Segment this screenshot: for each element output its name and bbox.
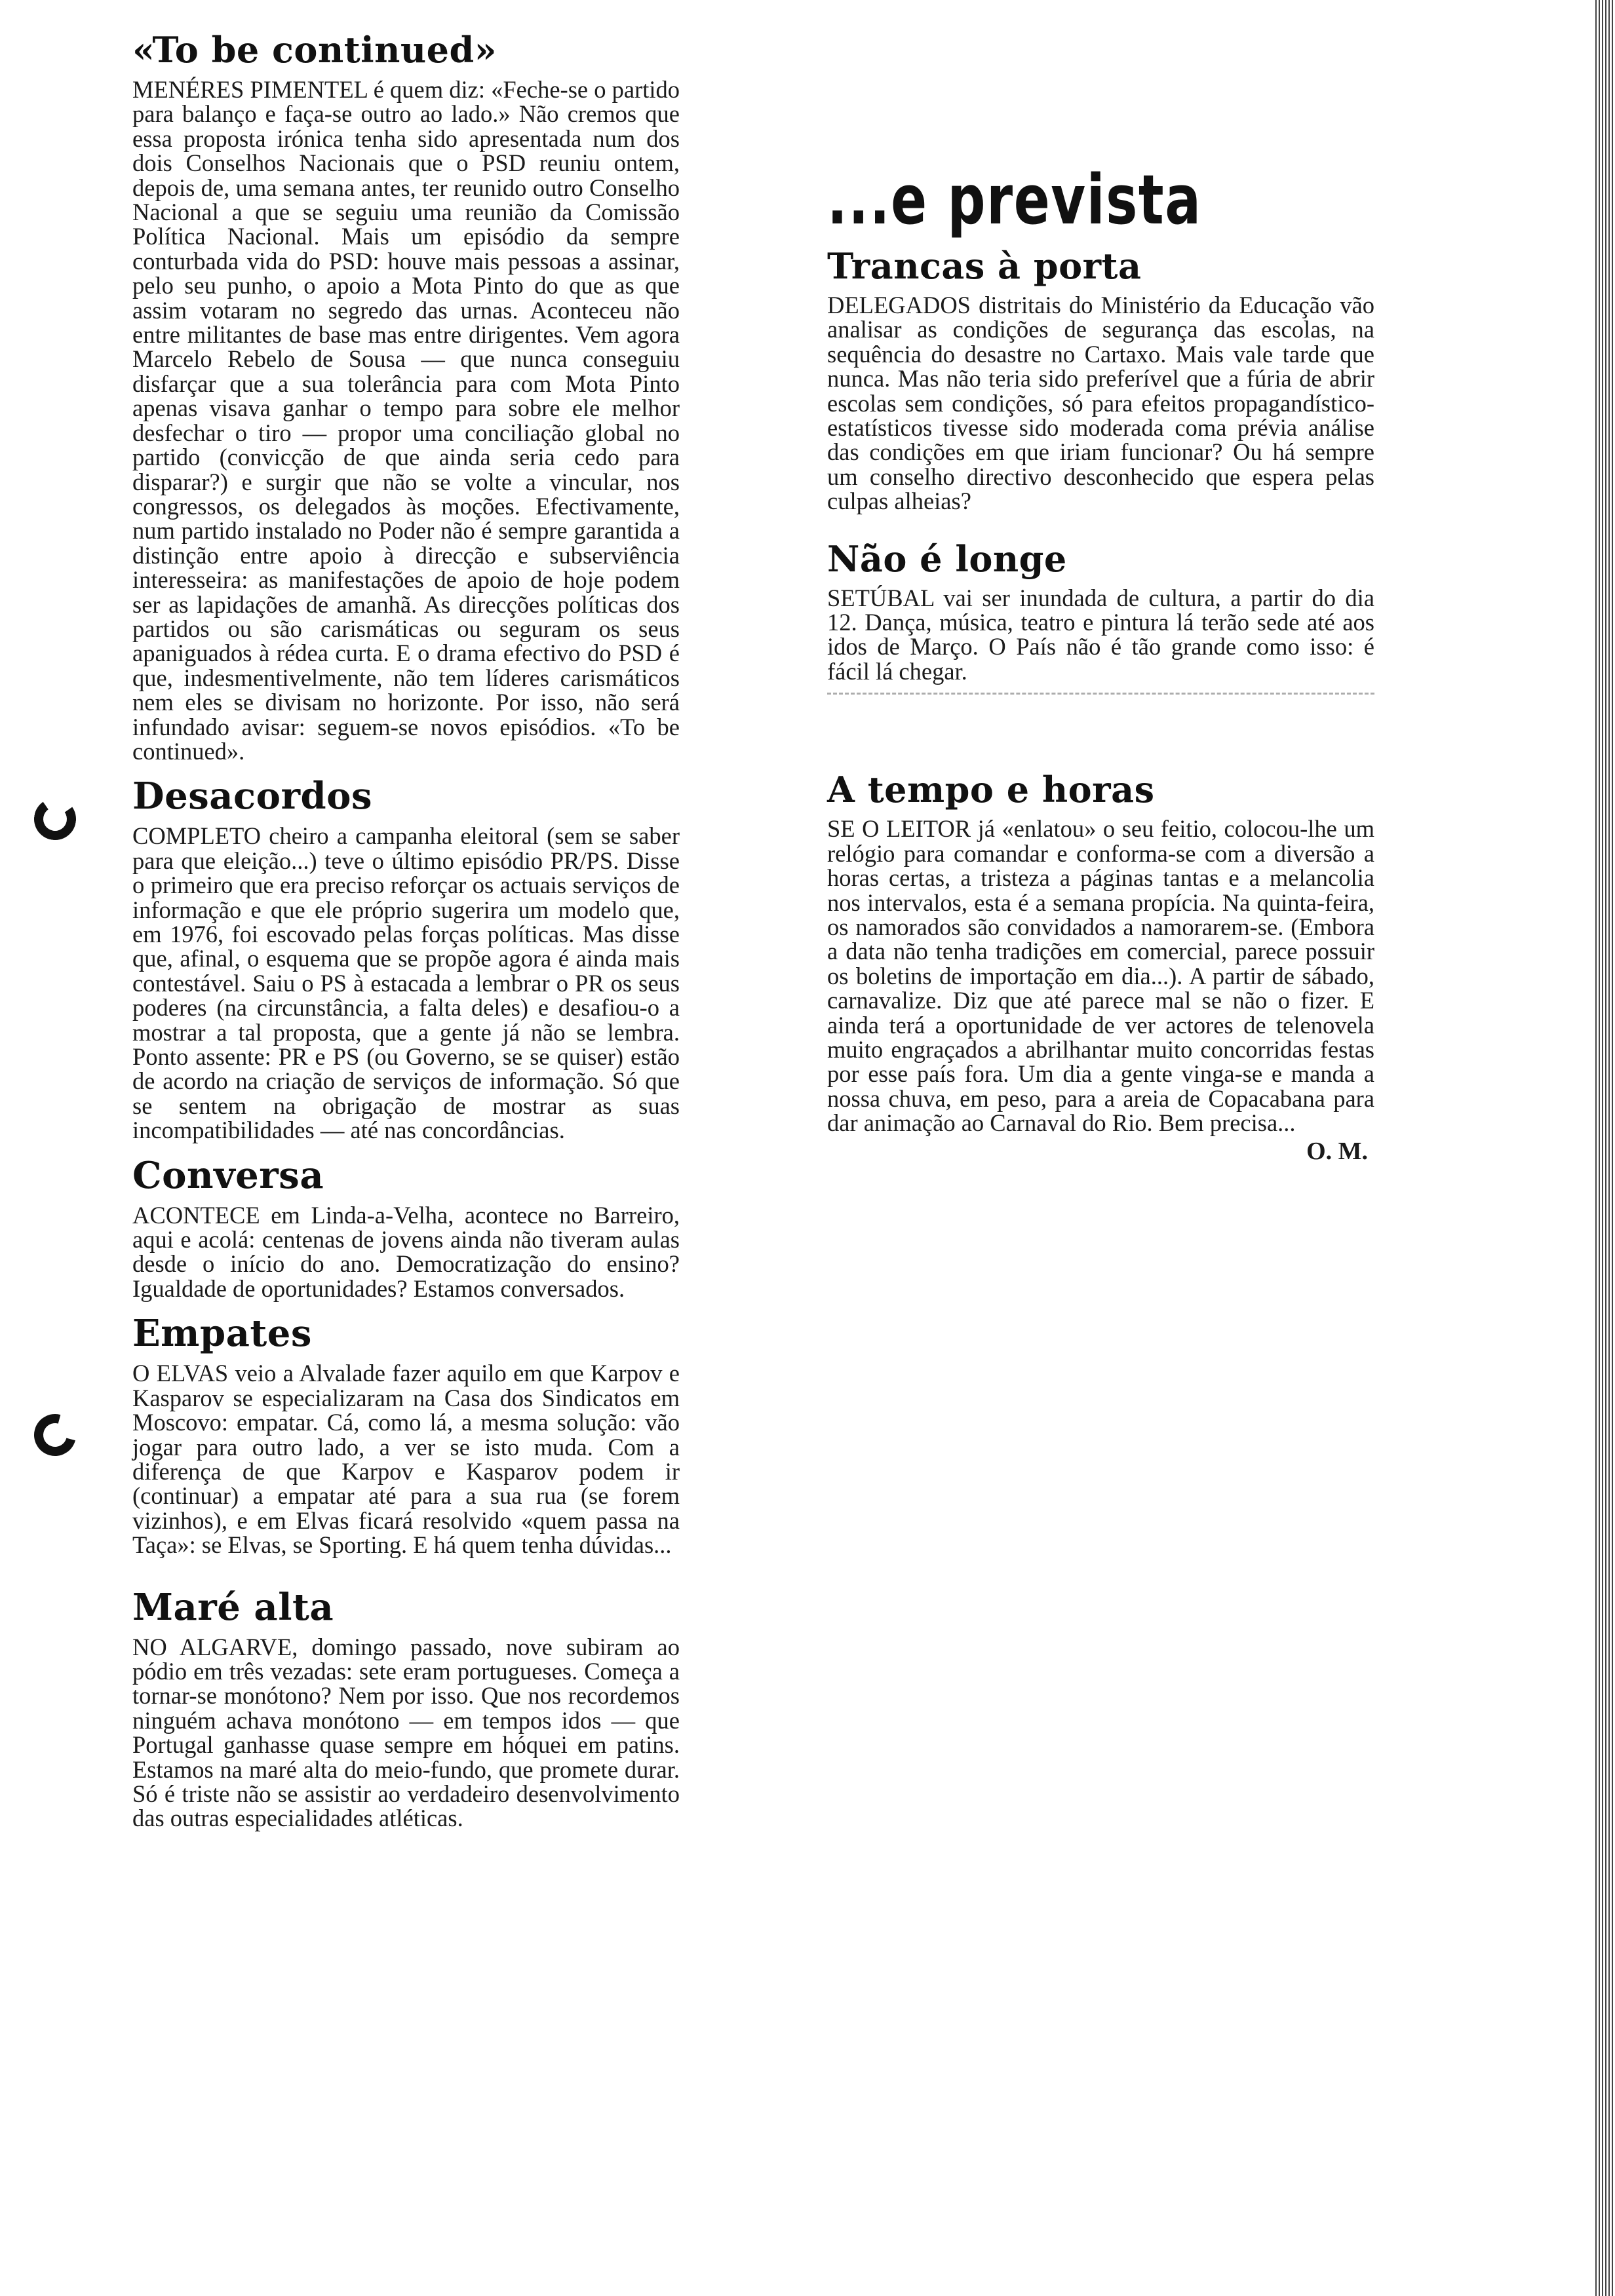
headline-to-be-continued: «To be continued» (132, 29, 497, 71)
article-nao-e-longe (827, 536, 1374, 695)
headline-empates: Empates (132, 1312, 312, 1356)
headline-conversa: Conversa (132, 1153, 324, 1197)
divider (827, 693, 1374, 695)
article-mare-alta (132, 1584, 680, 1831)
article-conversa (132, 1152, 680, 1301)
article-to-be-continued (132, 26, 680, 763)
body-a-tempo: SE O LEITOR já «enlatou» o seu feitio, colocou-lhe um relógio para comandar e conforma-se com a diversão a horas certas, a tristeza a páginas tantas e a melancolia nos intervalos, esta é a semana propícia. Na quinta-feira, os namorados são convidados a namorarem-se. (Embora a data não tenha tradições em comercial, parece possuir os boletins de importação em dia...). A partir de sábado, carnavalize. Diz que até parece mal se não o fizer. E ainda terá a oportunidade de ver actores de telenovela muito engraçados a abrilhantar muito concorridas festas por esse país fora. Um dia a gente vinga-se e manda a nossa chuva, em peso, para a areia de Copacabana para dar animação ao Carnaval do Rio. Bem precisa... (827, 815, 1374, 1137)
body-mare-alta: NO ALGARVE, domingo passado, nove subiram ao pódio em três vezadas: sete eram portugueses. Começa a tornar-se monótono? Nem por isso. Que nos recordemos ninguém achava monótono — em tempos idos — que Portugal ganhasse quase sempre em hóquei em patins. Estamos na maré alta do meio-fundo, que promete durar. Só é triste não se assistir ao verdadeiro desenvolvimento das outras especialidades atléticas. (132, 1633, 680, 1832)
headline-desacordos: Desacordos (132, 775, 372, 818)
body-to-be-continued: MENÉRES PIMENTEL é quem diz: «Feche-se o partido para balanço e faça-se outro ao lado.» Não cremos que essa proposta irónica tenha sido apresentada num dos dois Conselhos Nacionais que o PSD reuniu ontem, depois de, uma semana antes, ter reunido outro Conselho Nacional a que se seguiu uma reunião da Comissão Política Nacional. Mais um episódio da sempre conturbada vida do PSD: houve mais pessoas a assinar, pelo seu punho, o apoio a Mota Pinto do que as que assim votaram no segredo das urnas. Aconteceu não entre militantes de base mas entre dirigentes. Vem agora Marcelo Rebelo de Sousa — que nunca conseguiu disfarçar que a sua tolerância para com Mota Pinto apenas visava ganhar o tempo para sobre ele melhor desfechar o tiro — propor uma conciliação global no partido (convicção de que ainda seria cedo para disparar?) e surgir que não se volte a vincular, nos congressos, os delegados às moções. Efectivamente, num partido instalado no Poder não é sempre garantida a distinção entre apoio à direcção e subserviência interesseira: as manifestações de apoio de hoje podem ser as lapidações de amanhã. As direcções políticas dos partidos ou são carismáticas ou seguram os seus apaniguados à rédea curta. E o drama efectivo do PSD é que, indesmentivelmente, não tem líderes carismáticos nem eles se divisam no horizonte. Por isso, não será infundado avisar: seguem-se novos episódios. «To be continued». (132, 76, 680, 765)
body-desacordos: COMPLETO cheiro a campanha eleitoral (sem se saber para que eleição...) teve o último episódio PR/PS. Disse o primeiro que era preciso reforçar os actuais serviços de informação e que ele próprio sugerira um modelo que, em 1976, foi escovado pelas forças políticas. Mas disse que, afinal, o esquema que se propõe agora é ainda mais contestável. Saiu o PS à estacada a lembrar o PR os seus poderes (na circunstância, a falta deles) e desafiou-o a mostrar a tal proposta, que a gente já não se lembra. Ponto assente: PR e PS (ou Governo, se se quiser) estão de acordo na criação de serviços de informação. Só que se sentem na obrigação de mostrar as suas incompatibilidades — até nas concordâncias. (132, 822, 680, 1144)
body-nao-e-longe: SETÚBAL vai ser inundada de cultura, a partir do dia 12. Dança, música, teatro e pintura lá terão sede até aos idos de Março. O País não é tão grande como isso: é fácil lá chegar. (827, 584, 1374, 685)
binder-hole-mark (31, 795, 79, 843)
article-desacordos (132, 773, 680, 1142)
headline-a-tempo: A tempo e horas (827, 769, 1155, 811)
right-column (827, 161, 1374, 1166)
article-trancas (827, 243, 1374, 514)
article-empates (132, 1310, 680, 1557)
section-title: ...e prevista (827, 160, 1202, 240)
scan-edge (1595, 0, 1615, 2296)
body-conversa: ACONTECE em Linda-a-Velha, acontece no Barreiro, aqui e acolá: centenas de jovens ainda não tiveram aulas desde o início do ano. Democratização do ensino? Igualdade de oportunidades? Estamos conversados. (132, 1201, 680, 1302)
author-signature: O. M. (1306, 1137, 1368, 1165)
body-empates: O ELVAS veio a Alvalade fazer aquilo em que Karpov e Kasparov se especializaram na Casa dos Sindicatos em Moscovo: empatar. Cá, como lá, a mesma solução: vão jogar para outro lado, a ver se isto muda. Com a diferença de que Karpov e Kasparov podem ir (continuar) a empatar até para a sua rua (se forem vizinhos), e em Elvas ficará resolvido «quem passa na Taça»: se Elvas, se Sporting. E há quem tenha dúvidas... (132, 1360, 680, 1559)
headline-trancas: Trancas à porta (827, 245, 1142, 287)
body-trancas: DELEGADOS distritais do Ministério da Educação vão analisar as condições de segurança das escolas, na sequência do desastre no Cartaxo. Mais vale tarde que nunca. Mas não teria sido preferível que a fúria de abrir escolas sem condições, só para efeitos propagandístico-estatísticos tivesse sido moderada coma prévia análise das condições em que iriam funcionar? Ou há sempre um conselho directivo desconhecido que espera pelas culpas alheias? (827, 292, 1374, 515)
left-column (132, 26, 680, 1831)
headline-nao-e-longe: Não é longe (827, 537, 1067, 580)
headline-mare-alta: Maré alta (132, 1585, 334, 1629)
article-a-tempo (827, 767, 1374, 1165)
binder-hole-mark (26, 1406, 83, 1463)
